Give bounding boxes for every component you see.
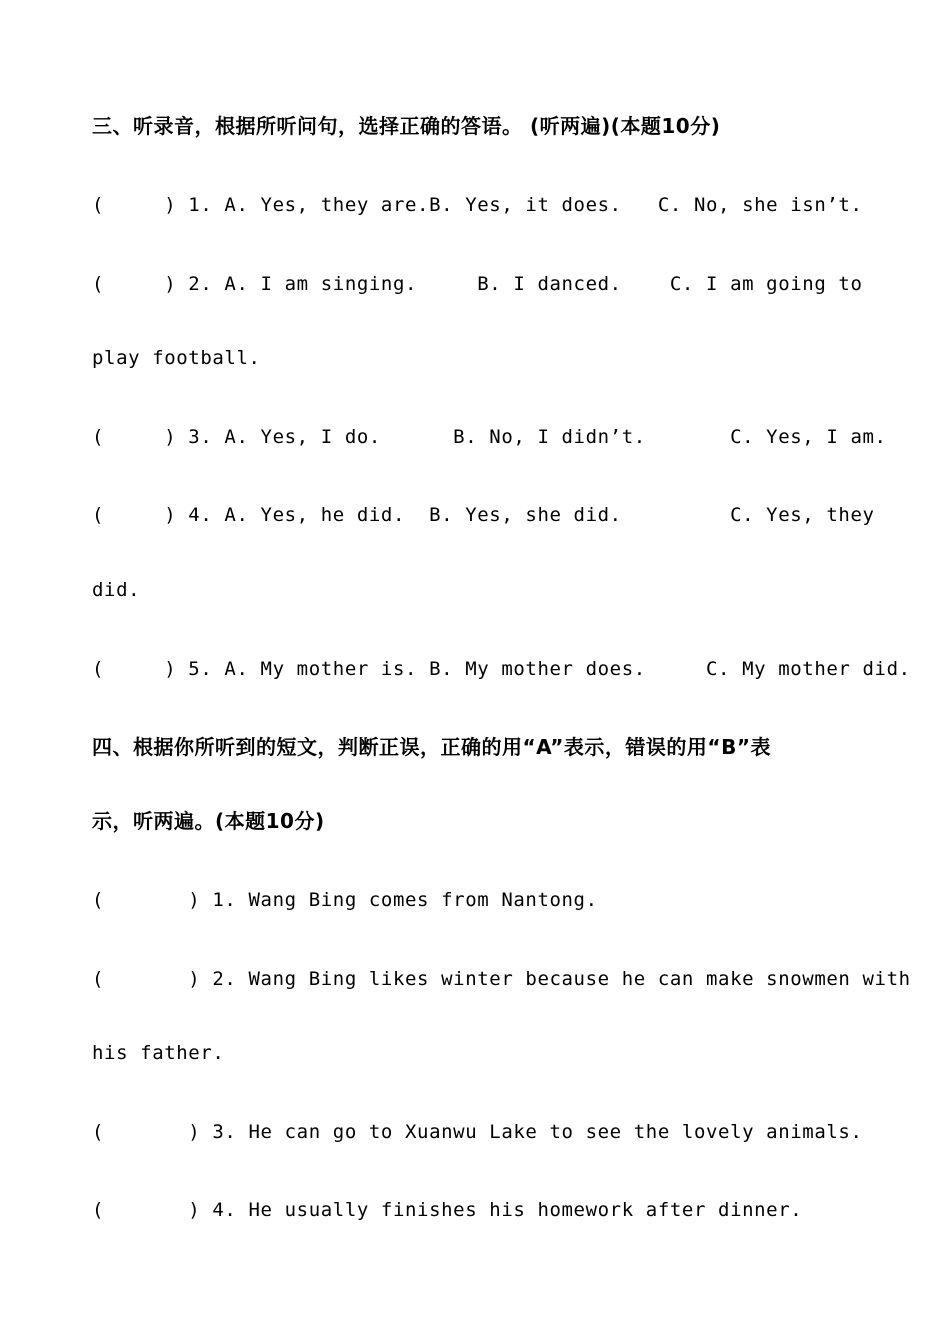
section4-q2-continued: his father. bbox=[92, 1042, 225, 1064]
section3-q1: ( ) 1. A. Yes, they are.B. Yes, it does. C. No, she isn’t. bbox=[92, 194, 863, 216]
section3-q4: ( ) 4. A. Yes, he did. B. Yes, she did. C. Yes, they bbox=[92, 504, 875, 526]
section4-q1: ( ) 1. Wang Bing comes from Nantong. bbox=[92, 889, 598, 911]
section3-q5: ( ) 5. A. My mother is. B. My mother does. C. My mother did. bbox=[92, 658, 911, 680]
section4-q3: ( ) 3. He can go to Xuanwu Lake to see the lovely animals. bbox=[92, 1121, 863, 1143]
section4-q2: ( ) 2. Wang Bing likes winter because he can make snowmen with bbox=[92, 968, 911, 990]
section3-heading: 三、听录音，根据所听问句，选择正确的答语。 (听两遍)(本题10分) bbox=[92, 114, 721, 138]
section3-q4-continued: did. bbox=[92, 579, 141, 601]
section4-heading-line2: 示，听两遍。(本题10分) bbox=[92, 809, 325, 833]
section4-heading-line1: 四、根据你所听到的短文，判断正误，正确的用“A”表示，错误的用“B”表 bbox=[92, 735, 771, 759]
section3-q2: ( ) 2. A. I am singing. B. I danced. C. I am going to bbox=[92, 273, 863, 295]
section3-q3: ( ) 3. A. Yes, I do. B. No, I didn’t. C. Yes, I am. bbox=[92, 426, 887, 448]
section3-q2-continued: play football. bbox=[92, 347, 261, 369]
section4-q4: ( ) 4. He usually finishes his homework after dinner. bbox=[92, 1199, 803, 1221]
